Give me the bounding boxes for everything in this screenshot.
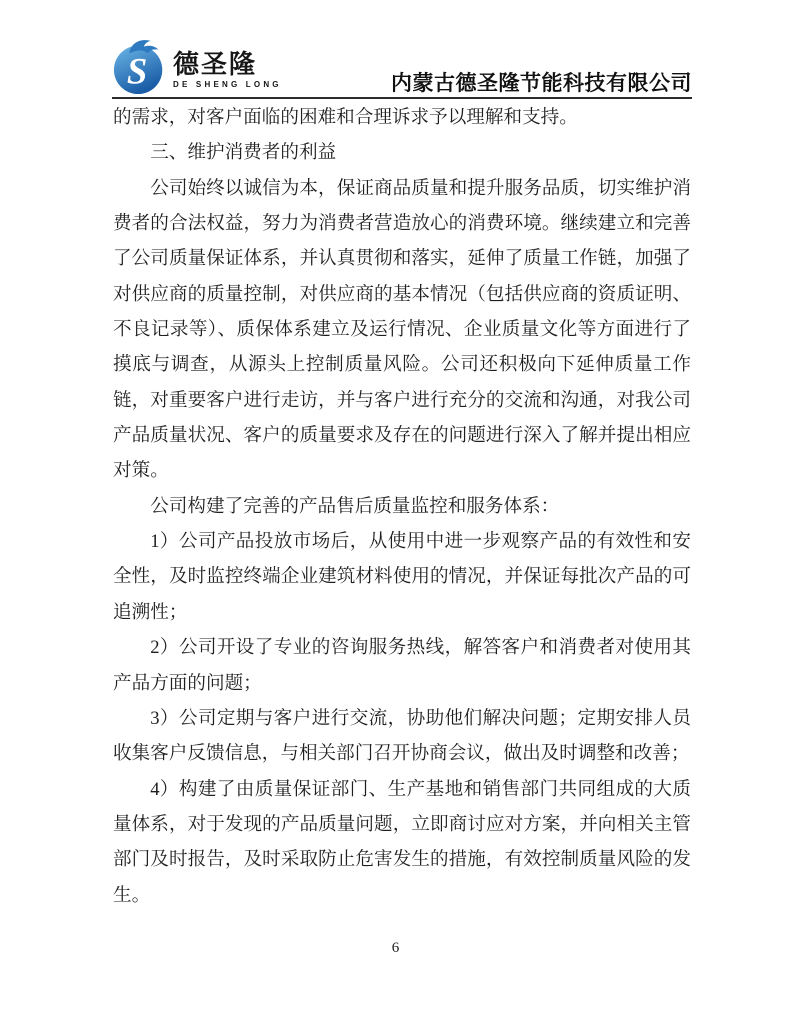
paragraph-continuation: 的需求，对客户面临的困难和合理诉求予以理解和支持。 xyxy=(113,107,578,128)
list-item-4: 4）构建了由质量保证部门、生产基地和销售部门共同组成的大质量体系，对于发现的产品质量问题，立即商讨应对方案，并向相关主管部门及时报告，及时采取防止危害发生的措施，有效控制质量风险的发生。 xyxy=(113,778,691,906)
list-item-2: 2）公司开设了专业的咨询服务热线，解答客户和消费者对使用其产品方面的问题； xyxy=(113,637,691,694)
list-item-1: 1）公司产品投放市场后，从使用中进一步观察产品的有效性和安全性，及时监控终端企业建筑材料使用的情况，并保证每批次产品的可追溯性； xyxy=(113,531,691,623)
company-logo xyxy=(112,36,282,96)
logo-cn-name: 德圣隆 xyxy=(173,49,258,79)
paragraph: 公司构建了完善的产品售后质量监控和服务体系： xyxy=(150,495,560,517)
logo-text-block xyxy=(173,36,282,89)
dragon-s-logo-icon xyxy=(112,36,170,96)
paragraph: 公司始终以诚信为本，保证商品质量和提升服务品质，切实维护消费者的合法权益，努力为消费者营造放心的消费环境。继续建立和完善了公司质量保证体系，并认真贯彻和落实，延伸了质量工作链，加强了对供应商的质量控制，对供应商的基本情况（包括供应商的资质证明、不良记录等）、质保体系建立及运行情况、企业质量文化等方面进行了摸底与调查，从源头上控制质量风险。公司还积极向下延伸质量工作链，对重要客户进行走访，并与客户进行充分的交流和沟通，对我公司产品质量状况、客户的质量要求及存在的问题进行深入了解并提出相应对策。 xyxy=(113,177,691,482)
document-body xyxy=(113,100,691,913)
list-item-3: 3）公司定期与客户进行交流，协助他们解决问题；定期安排人员收集客户反馈信息，与相关部门召开协商会议，做出及时调整和改善； xyxy=(113,707,691,765)
logo-s-letter: S xyxy=(126,50,148,92)
section-heading: 三、维护消费者的利益 xyxy=(150,142,337,164)
page-number: 6 xyxy=(391,940,400,956)
logo-en-name: DE SHENG LONG xyxy=(173,80,282,89)
company-name: 内蒙古德圣隆节能科技有限公司 xyxy=(391,71,692,95)
header-divider xyxy=(112,97,692,99)
